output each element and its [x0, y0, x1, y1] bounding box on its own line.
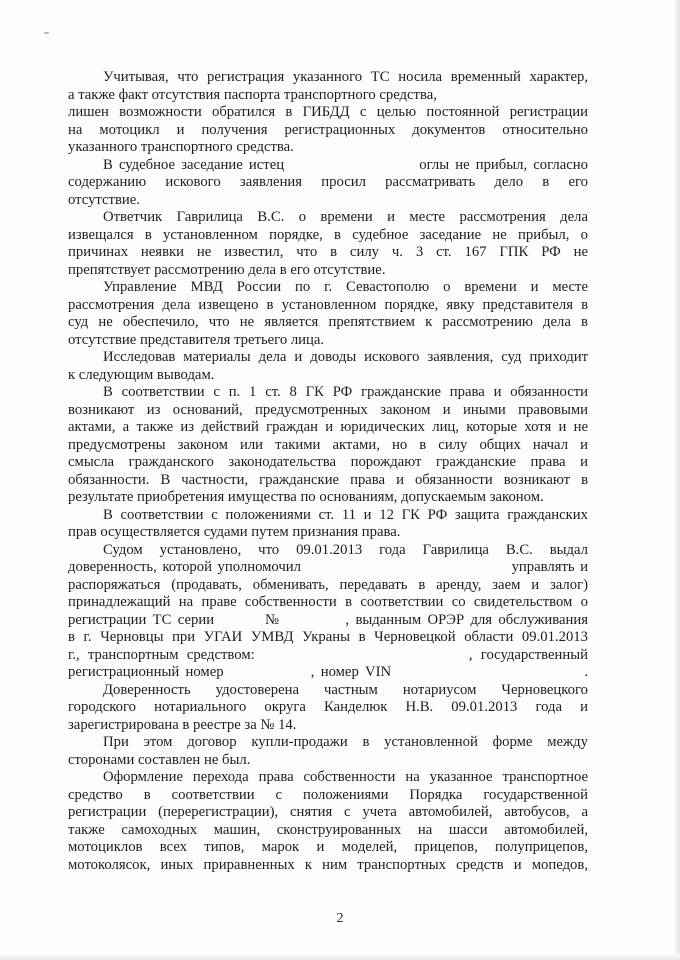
text-line: мотоколясок, иных приравненных к ним транспортных средств и мопедов,	[68, 856, 588, 873]
text-line: отсутствие представителя третьего лица.	[68, 331, 325, 348]
scan-speck	[44, 32, 49, 34]
text-line: городского нотариального округа Канделюк Н.В. 09.01.2013 года и	[68, 699, 588, 715]
text-line: В судебное заседание истец оглы не прибыл, согласно	[103, 156, 588, 173]
text-line: зарегистрирована в реестре за № 14.	[68, 716, 297, 733]
text-line: регистрации ТС серии № , выданным ОРЭР для обслуживания	[68, 611, 588, 628]
text-line: причинах неявки не известил, что в силу ч. 3 ст. 167 ГПК РФ не	[68, 244, 588, 260]
text-line: лишен возможности обратился в ГИБДД с целью постоянной регистрации	[68, 104, 588, 120]
text-line: распоряжаться (продавать, обменивать, передавать в аренду, заем и залог)	[68, 576, 588, 593]
text-line: рассмотрения дела извещено в установленном порядке, явку представителя в	[68, 296, 588, 313]
text-line: Исследовав материалы дела и доводы искового заявления, суд приходит	[103, 349, 588, 365]
text-line: В соответствии с п. 1 ст. 8 ГК РФ гражданские права и обязанности	[103, 384, 588, 400]
text-line: мотоциклов всех типов, марок и моделей, прицепов, полуприцепов,	[68, 839, 588, 855]
text-line: результате приобретения имущества по основаниям, допускаемым законом.	[68, 489, 544, 505]
text-line: доверенность, которой уполномочил управлять и	[68, 559, 588, 575]
text-line: отсутствие.	[68, 191, 140, 208]
text-line: содержанию искового заявления просил рассматривать дело в его	[68, 174, 588, 190]
text-line: регистрации (перерегистрации), снятия с учета автомобилей, автобусов, а	[68, 804, 588, 820]
text-line: Ответчик Гаврилица В.С. о времени и месте рассмотрения дела	[103, 209, 588, 225]
text-line: средство в соответствии с положениями Порядка государственной	[68, 786, 588, 803]
text-line: суд не обеспечило, что не является препятствием к рассмотрению дела в	[68, 314, 588, 330]
text-line: г., транспортным средством: , государственный	[68, 646, 588, 663]
page-number: 2	[336, 911, 344, 926]
text-line: Управление МВД России по г. Севастополю о времени и месте	[103, 279, 588, 295]
text-line: актами, а также из действий граждан и юридических лиц, которые хотя и не	[68, 419, 588, 435]
text-line: В соответствии с положениями ст. 11 и 12 ГК РФ защита гражданских	[103, 506, 588, 523]
document-body	[68, 69, 588, 874]
text-line: указанного транспортного средства.	[68, 139, 294, 155]
text-line: регистрационный номер , номер VIN .	[68, 664, 588, 680]
text-line: принадлежащий на праве собственности в соответствии со свидетельством о	[68, 594, 588, 610]
text-line: на мотоцикл и получения регистрационных документов относительно	[68, 121, 588, 138]
text-line: также самоходных машин, сконструированных на шасси автомобилей,	[68, 821, 588, 838]
text-line: предусмотрены законом или такими актами, но в силу общих начал и	[68, 436, 588, 453]
text-line: к следующим выводам.	[68, 366, 215, 383]
text-line: в г. Черновцы при УГАИ УМВД Украны в Черновецкой области 09.01.2013	[68, 629, 588, 645]
text-line: Доверенность удостоверена частным нотариусом Черновецкого	[103, 681, 588, 698]
text-line: Судом установлено, что 09.01.2013 года Гаврилица В.С. выдал	[103, 541, 588, 558]
scan-edge-bottom	[0, 954, 680, 960]
text-line: а также факт отсутствия паспорта транспортного средства,	[68, 86, 437, 103]
text-line: смысла гражданского законодательства порождают гражданские права и	[68, 454, 588, 470]
text-line: Оформление перехода права собственности на указанное транспортное	[103, 769, 588, 785]
text-line: препятствует рассмотрению дела в его отсутствие.	[68, 261, 386, 278]
text-line: обязанности. В частности, гражданские права и обязанности возникают в	[68, 471, 588, 488]
text-line: извещался в установленном порядке, в судебное заседание не прибыл, о	[68, 226, 588, 243]
text-line: возникают из оснований, предусмотренных законом и иными правовыми	[68, 401, 588, 418]
scan-edge-right	[674, 0, 680, 960]
text-line: При этом договор купли-продажи в установленной форме между	[103, 734, 588, 750]
text-line: прав осуществляется судами путем признания права.	[68, 524, 401, 540]
text-line: сторонами составлен не был.	[68, 751, 251, 768]
text-line: Учитывая, что регистрация указанного ТС носила временный характер,	[103, 69, 588, 85]
